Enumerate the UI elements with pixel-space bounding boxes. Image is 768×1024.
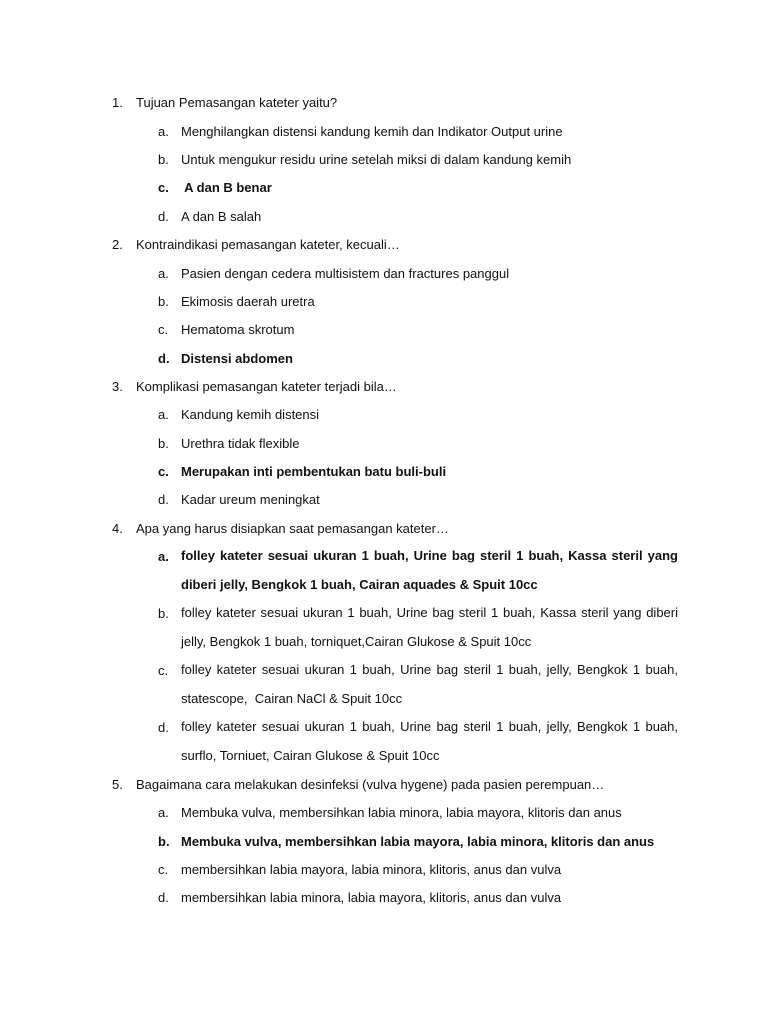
option-letter: b.	[158, 606, 169, 621]
option-text: Kadar ureum meningkat	[181, 492, 320, 507]
option-letter: c.	[158, 862, 169, 877]
option-text: Urethra tidak flexible	[181, 436, 300, 451]
option-letter: d.	[158, 720, 169, 735]
question-text: Apa yang harus disiapkan saat pemasangan kateter…	[136, 521, 449, 536]
option-letter: a.	[158, 407, 169, 422]
option-letter: c.	[158, 464, 169, 479]
option-letter: d.	[158, 351, 170, 366]
option-text: folley kateter sesuai ukuran 1 buah, Urine bag steril 1 buah, Kassa steril yang diberi jelly, Bengkok 1 buah, Cairan aquades & Spuit 10cc	[181, 548, 678, 592]
option-letter: b.	[158, 436, 169, 451]
option-letter: a.	[158, 549, 169, 564]
question-number: 2.	[112, 237, 123, 252]
option-text: Merupakan inti pembentukan batu buli-buli	[181, 464, 447, 479]
question-number: 5.	[112, 777, 123, 792]
option-text: Distensi abdomen	[181, 351, 293, 366]
option-letter: c.	[158, 322, 169, 337]
option-letter: a.	[158, 266, 169, 281]
question-number: 3.	[112, 379, 123, 394]
option-text: Hematoma skrotum	[181, 322, 295, 337]
option-letter: b.	[158, 152, 169, 167]
option-text: Membuka vulva, membersihkan labia minora, labia mayora, klitoris dan anus	[181, 805, 622, 820]
option-text: Pasien dengan cedera multisistem dan fractures panggul	[181, 266, 510, 281]
option-text: A dan B salah	[181, 209, 262, 224]
option-letter: d.	[158, 890, 169, 905]
option-text: folley kateter sesuai ukuran 1 buah, Urine bag steril 1 buah, jelly, Bengkok 1 buah, statescope, Cairan NaCl & Spuit 10cc	[181, 662, 682, 706]
option-text: Ekimosis daerah uretra	[181, 294, 315, 309]
option-letter: a.	[158, 805, 169, 820]
option-text: Menghilangkan distensi kandung kemih dan Indikator Output urine	[181, 124, 563, 139]
option-letter: d.	[158, 492, 169, 507]
question-text: Tujuan Pemasangan kateter yaitu?	[136, 95, 338, 110]
option-letter: b.	[158, 294, 169, 309]
question-text: Bagaimana cara melakukan desinfeksi (vulva hygene) pada pasien perempuan…	[136, 777, 605, 792]
option-text: folley kateter sesuai ukuran 1 buah, Urine bag steril 1 buah, Kassa steril yang diberi jelly, Bengkok 1 buah, torniquet,Cairan Glukose & Spuit 10cc	[181, 605, 678, 649]
option-text: folley kateter sesuai ukuran 1 buah, Urine bag steril 1 buah, jelly, Bengkok 1 buah, surflo, Torniuet, Cairan Glukose & Spuit 10cc	[181, 719, 678, 763]
question-number: 1.	[112, 95, 123, 110]
option-letter: b.	[158, 834, 170, 849]
option-letter: d.	[158, 209, 169, 224]
option-text: Untuk mengukur residu urine setelah miksi di dalam kandung kemih	[181, 152, 572, 167]
option-letter: a.	[158, 124, 169, 139]
option-text: membersihkan labia minora, labia mayora, klitoris, anus dan vulva	[181, 890, 562, 905]
question-number: 4.	[112, 521, 123, 536]
question-text: Komplikasi pemasangan kateter terjadi bila…	[136, 379, 397, 394]
option-text: Membuka vulva, membersihkan labia mayora, labia minora, klitoris dan anus	[181, 834, 655, 849]
option-letter: c.	[158, 180, 169, 195]
option-text: Kandung kemih distensi	[181, 407, 320, 422]
question-text: Kontraindikasi pemasangan kateter, kecuali…	[136, 237, 400, 252]
option-text: membersihkan labia mayora, labia minora, klitoris, anus dan vulva	[181, 862, 562, 877]
option-text: A dan B benar	[181, 180, 272, 195]
option-letter: c.	[158, 663, 169, 678]
